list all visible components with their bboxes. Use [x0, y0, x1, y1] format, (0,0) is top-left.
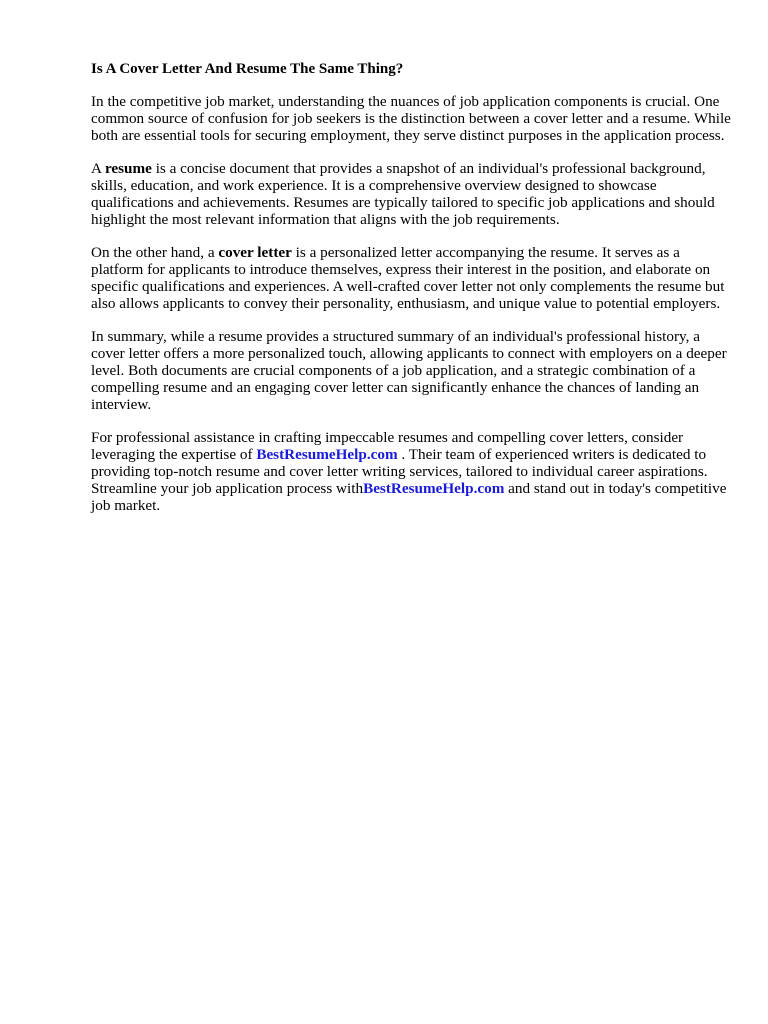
intro-paragraph: In the competitive job market, understanding the nuances of job application components is crucial. One common source of confusion for job seekers is the distinction between a cover letter and a resume. While both are essential tools for securing employment, they serve distinct purposes in the application process.: [91, 93, 731, 144]
cover-letter-paragraph: [91, 244, 731, 312]
cta-text-3: and stand out in today's competitive job market.: [91, 480, 727, 514]
resume-paragraph-lead: A: [91, 160, 105, 177]
resume-paragraph-body: is a concise document that provides a snapshot of an individual's professional background, skills, education, and work experience. It is a comprehensive overview designed to showcase qualifications and achievements. Resumes are typically tailored to specific job applications and should highlight the most relevant information that aligns with the job requirements.: [91, 160, 715, 228]
bestresumehelp-link-1[interactable]: BestResumeHelp.com: [256, 446, 398, 463]
document-page: [91, 60, 731, 530]
cover-letter-term: cover letter: [218, 244, 292, 261]
cta-text-2: . Their team of experienced writers is dedicated to providing top-notch resume and cover letter writing services, tailored to individual career aspirations. Streamline your job application process with: [91, 446, 708, 497]
cover-letter-paragraph-body: is a personalized letter accompanying the resume. It serves as a platform for applicants to introduce themselves, express their interest in the position, and elaborate on specific qualifications and experiences. A well-crafted cover letter not only complements the resume but also allows applicants to convey their personality, enthusiasm, and unique value to potential employers.: [91, 244, 725, 312]
summary-paragraph: In summary, while a resume provides a structured summary of an individual's professional history, a cover letter offers a more personalized touch, allowing applicants to connect with employers on a deeper level. Both documents are crucial components of a job application, and a strategic combination of a compelling resume and an engaging cover letter can significantly enhance the chances of landing an interview.: [91, 328, 727, 413]
resume-term: resume: [104, 160, 152, 177]
cta-text-1: For professional assistance in crafting impeccable resumes and compelling cover letters, consider leveraging the expertise of: [91, 429, 684, 463]
cta-paragraph: [91, 429, 731, 514]
document-title: Is A Cover Letter And Resume The Same Thing?: [91, 61, 404, 77]
cover-letter-paragraph-lead: On the other hand, a: [91, 244, 219, 261]
bestresumehelp-link-2[interactable]: BestResumeHelp.com: [363, 480, 505, 497]
resume-paragraph: [91, 160, 731, 228]
